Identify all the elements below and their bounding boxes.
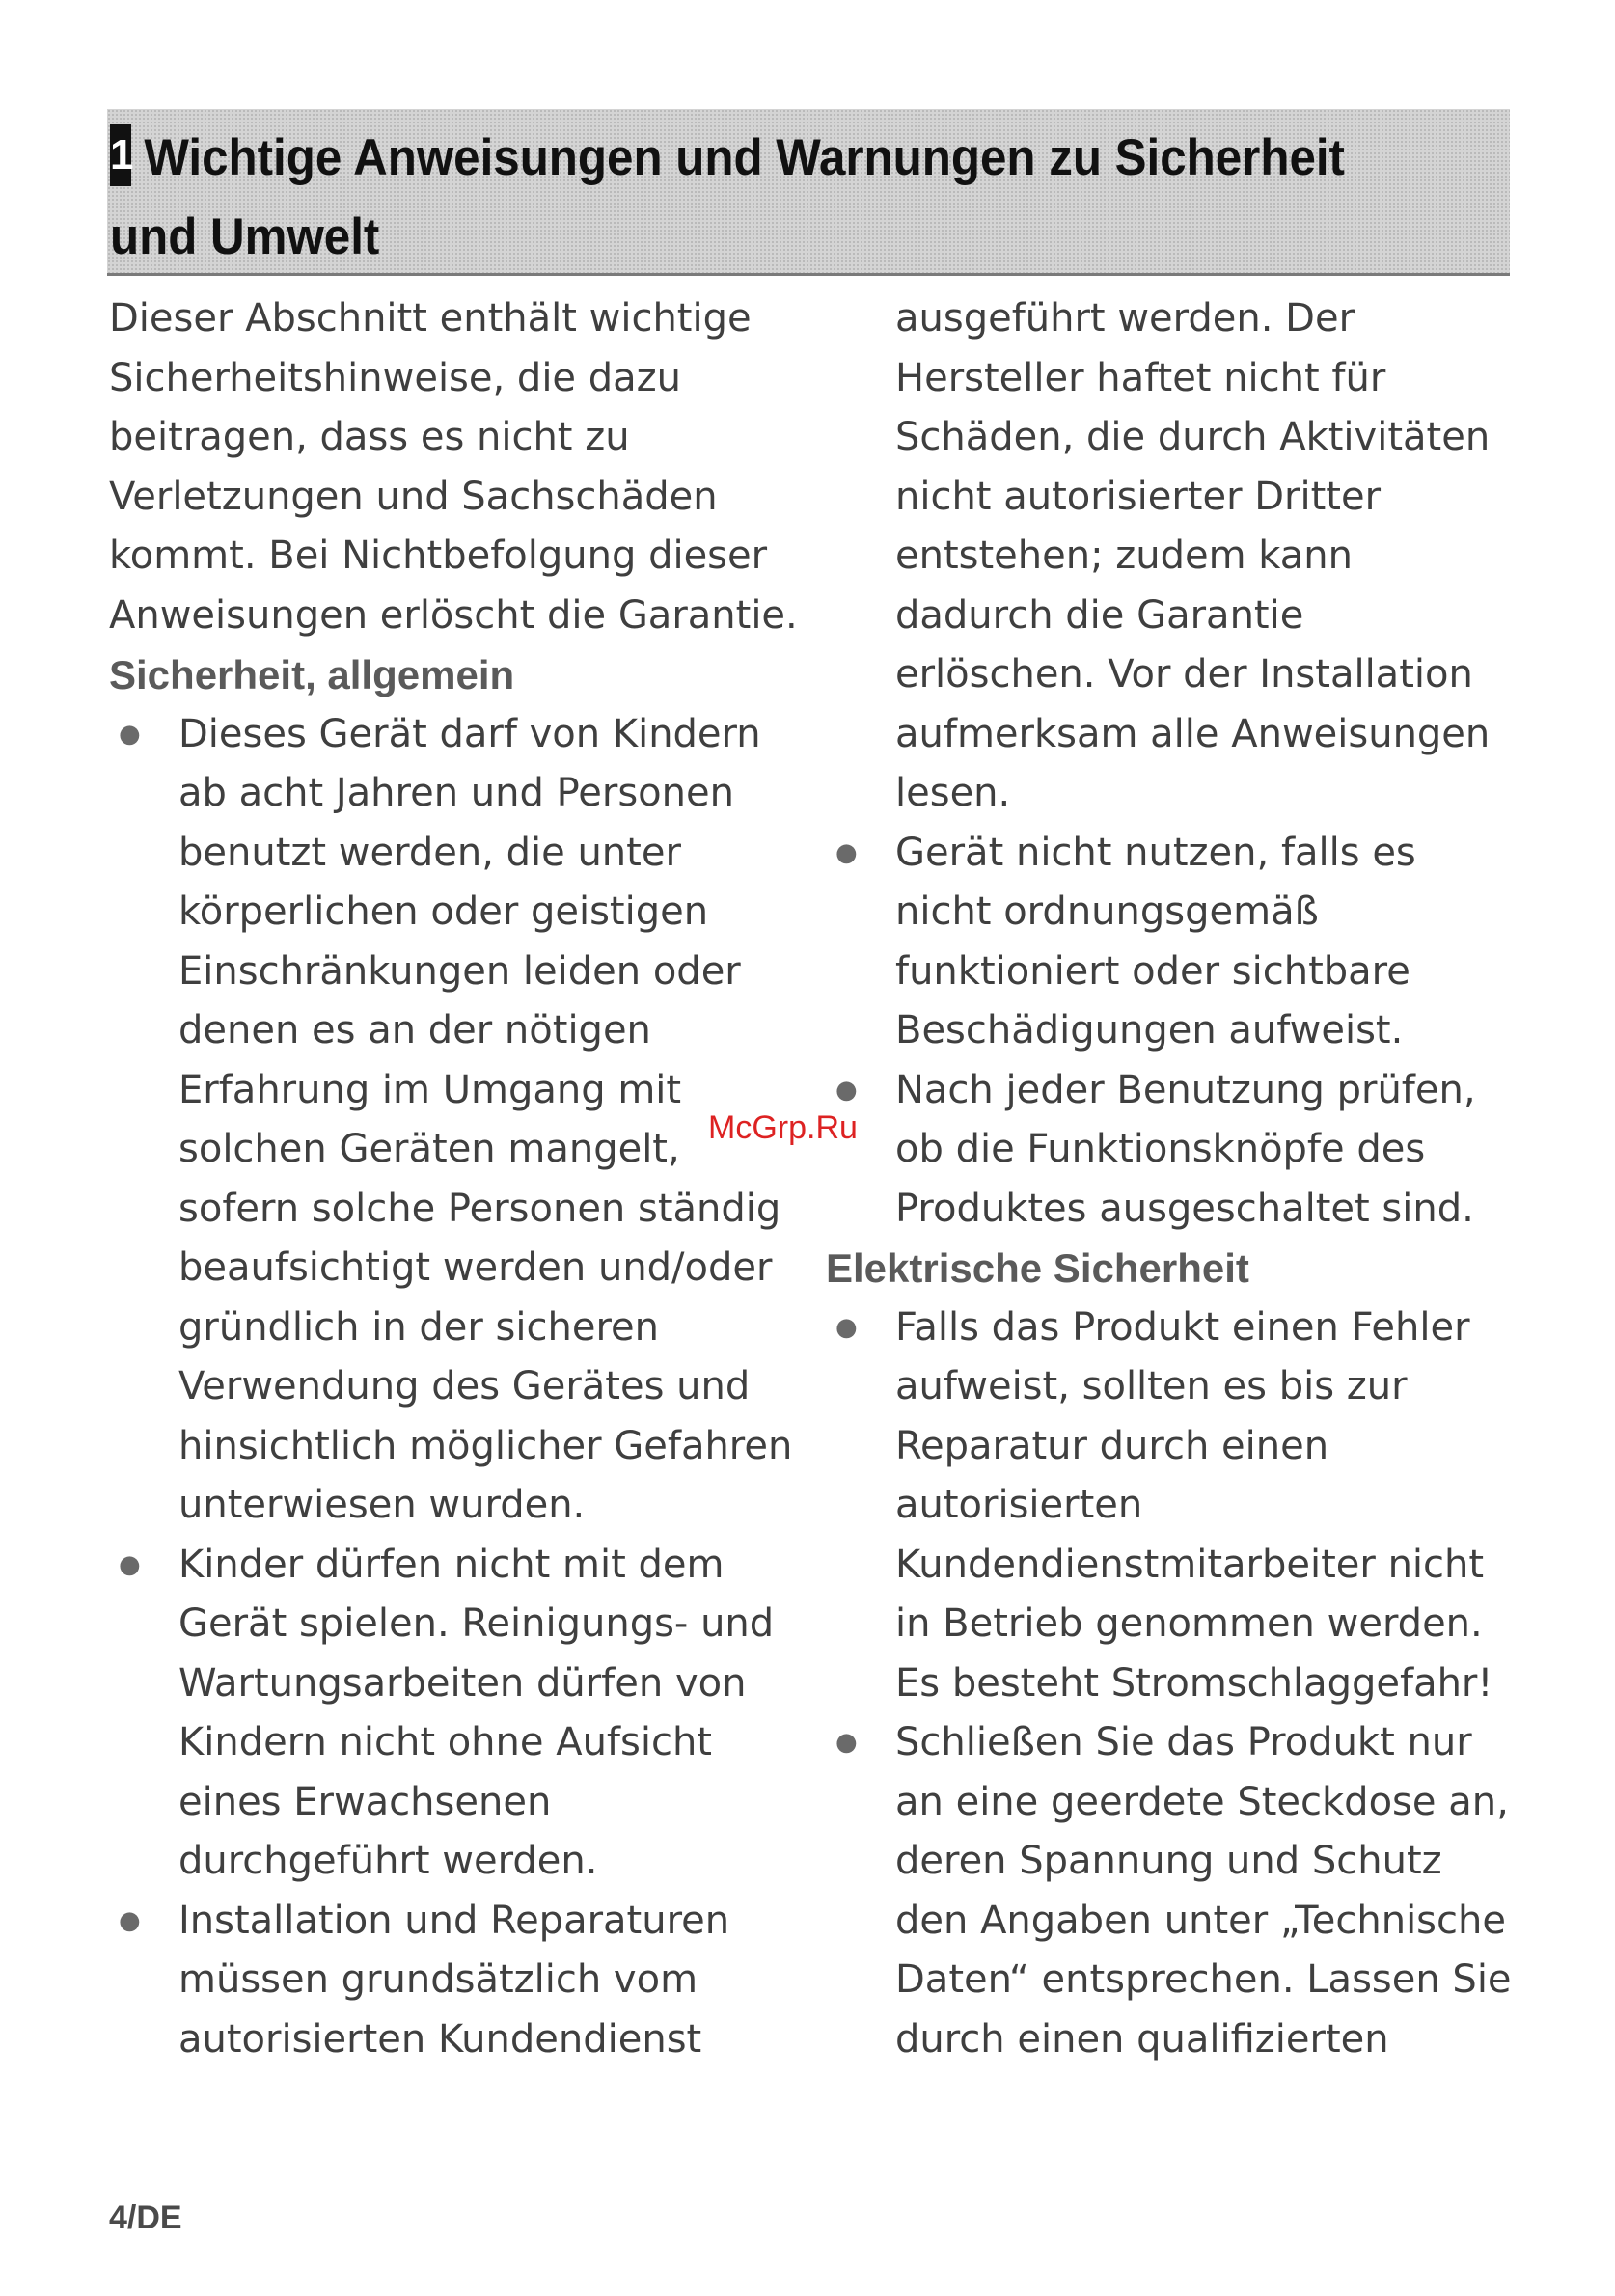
page-number: 4/DE — [109, 2200, 182, 2236]
list-item — [826, 824, 1513, 1061]
section-title: Wichtige Anweisungen und Warnungen zu Sicherheit und Umwelt — [110, 129, 1345, 265]
left-column — [109, 289, 804, 2069]
list-item-text: Dieses Gerät darf von Kindern ab acht Jahren und Personen benutzt werden, die unter körperlichen oder geistigen Einschränkungen leiden oder denen es an der nötigen Erfahrung im Umgang mit solchen Geräten mangelt, sofern solche Personen ständig beaufsichtigt werden und/oder gründlich in der sicheren Verwendung des Gerätes und hinsichtlich möglicher Gefahren unterwiesen wurden. — [178, 711, 793, 1527]
heading-general-safety: Sicherheit, allgemein — [109, 652, 515, 697]
list-item — [109, 705, 804, 1536]
heading-electrical-safety: Elektrische Sicherheit — [826, 1245, 1249, 1291]
continued-paragraph: ausgeführt werden. Der Hersteller haftet nicht für Schäden, die durch Aktivitäten nicht autorisierter Dritter entstehen; zudem kann dadurch die Garantie erlöschen. Vor der Installation aufmerksam alle Anweisungen lesen. — [895, 296, 1491, 815]
intro-paragraph: Dieser Abschnitt enthält wichtige Sicherheitshinweise, die dazu beitragen, dass es nicht zu Verletzungen und Sachschäden kommt. Bei Nichtbefolgung dieser Anweisungen erlöscht die Garantie. — [109, 296, 798, 638]
list-item — [826, 1713, 1513, 2069]
bullet-icon: ● — [119, 1905, 141, 1935]
bullet-icon: ● — [835, 1075, 858, 1105]
bullet-icon: ● — [119, 1549, 141, 1579]
list-item-text: Falls das Produkt einen Fehler aufweist, sollten es bis zur Reparatur durch einen autorisierten Kundendienstmitarbeiter nicht in Betrieb genommen werden. Es besteht Stromschlaggefahr! — [895, 1304, 1493, 1706]
list-item — [109, 1536, 804, 1892]
bullet-icon: ● — [119, 719, 141, 749]
right-column — [826, 289, 1513, 2069]
electrical-safety-list — [826, 1298, 1513, 2070]
list-item-text: Kinder dürfen nicht mit dem Gerät spielen. Reinigungs- und Wartungsarbeiten dürfen von Kindern nicht ohne Aufsicht eines Erwachsenen durchgeführt werden. — [178, 1542, 775, 1883]
list-item-text: Gerät nicht nutzen, falls es nicht ordnungsgemäß funktioniert oder sichtbare Beschädigungen aufweist. — [895, 830, 1416, 1052]
general-safety-list — [109, 705, 804, 2070]
section-number-badge: 1 — [110, 124, 131, 186]
list-item — [826, 1298, 1513, 1714]
list-item-text: Nach jeder Benutzung prüfen, ob die Funktionsknöpfe des Produktes ausgeschaltet sind. — [895, 1067, 1476, 1231]
bullet-icon: ● — [835, 1312, 858, 1342]
bullet-icon: ● — [835, 837, 858, 867]
list-item — [109, 1892, 804, 2070]
general-safety-list-continued — [826, 824, 1513, 1240]
list-item-text: Installation und Reparaturen müssen grundsätzlich vom autorisierten Kundendienst — [178, 1898, 730, 2062]
list-item — [826, 1061, 1513, 1240]
list-item-text: Schließen Sie das Produkt nur an eine geerdete Steckdose an, deren Spannung und Schutz den Angaben unter „Technische Daten“ entsprechen. Lassen Sie durch einen qualifizierten — [895, 1720, 1512, 2062]
bullet-icon: ● — [835, 1728, 858, 1757]
section-header-banner — [107, 109, 1510, 276]
watermark-text: McGrp.Ru — [708, 1109, 858, 1146]
